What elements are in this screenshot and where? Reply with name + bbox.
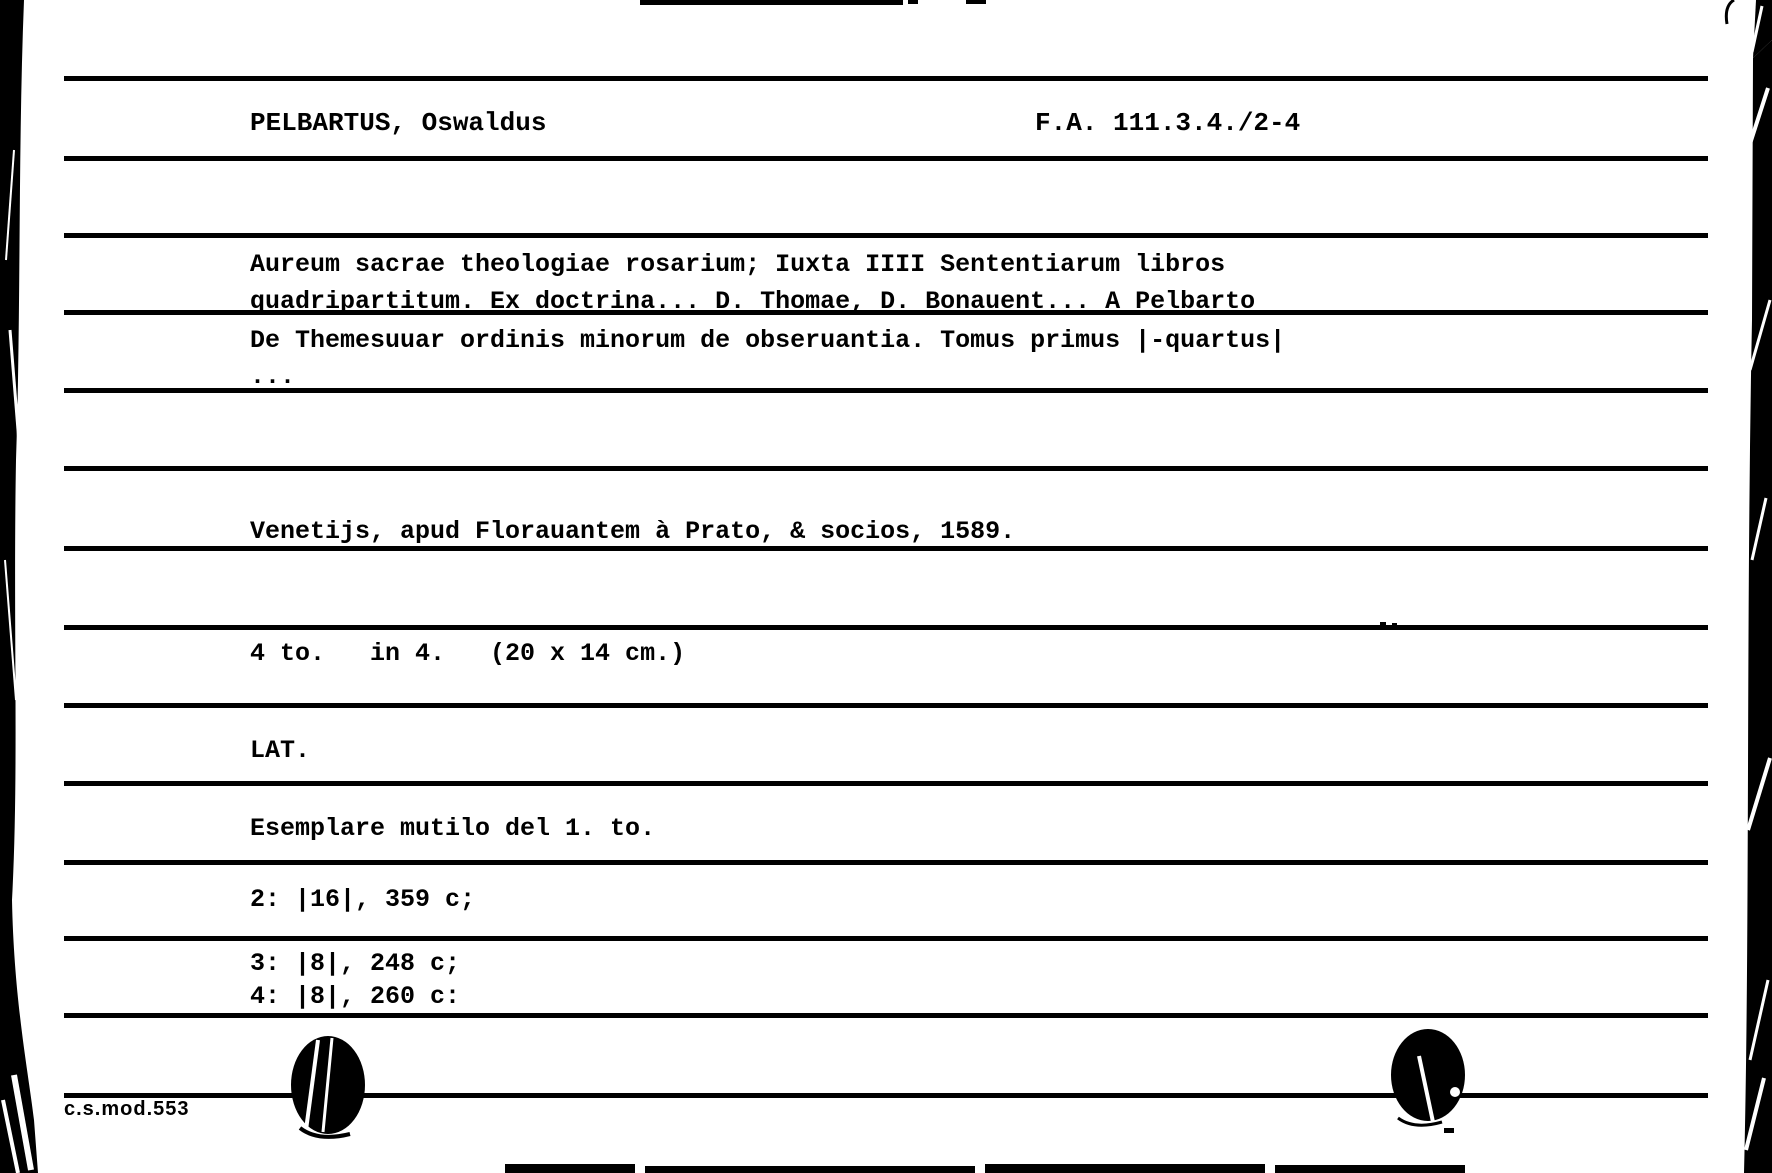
- bottom-scan-strip: [505, 1164, 1465, 1173]
- title-line-1: Aureum sacrae theologiae rosarium; Iuxta IIII Sententiarum libros: [250, 250, 1226, 279]
- ruled-line: [64, 1013, 1708, 1018]
- ruled-line: [64, 388, 1708, 393]
- ruled-line: [64, 466, 1708, 471]
- collation-line: 4 to. in 4. (20 x 14 cm.): [250, 639, 686, 668]
- right-scan-edge: [1744, 0, 1772, 1173]
- ruled-line: [64, 781, 1708, 786]
- ruled-line: [64, 936, 1708, 941]
- title-line-2: quadripartitum. Ex doctrina... D. Thomae, D. Bonauent... A Pelbarto: [250, 287, 1256, 316]
- top-edge-marks: [640, 0, 986, 5]
- punch-hole-right: [1391, 1029, 1465, 1133]
- ruled-line: [64, 860, 1708, 865]
- card-form-number: c.s.mod.553: [64, 1098, 190, 1120]
- ruled-line: [64, 703, 1708, 708]
- ruled-line: [64, 233, 1708, 238]
- ruled-line: [64, 156, 1708, 161]
- left-scan-edge: [0, 0, 38, 1173]
- ruled-line: [64, 625, 1708, 630]
- call-number: F.A. 111.3.4./2-4: [1035, 108, 1301, 138]
- punch-hole-left: [291, 1036, 365, 1137]
- title-line-3: De Themesuuar ordinis minorum de obseruantia. Tomus primus |-quartus|: [250, 326, 1286, 355]
- title-line-4: ...: [250, 362, 296, 391]
- language-line: LAT.: [250, 736, 311, 765]
- page-curl-mark: [1726, 0, 1734, 24]
- holdings-line-3: 4: |8|, 260 c:: [250, 982, 461, 1011]
- ruled-line: [64, 76, 1708, 81]
- imprint-line: Venetijs, apud Florauantem à Prato, & socios, 1589.: [250, 517, 1016, 546]
- ruled-line: [64, 1093, 1708, 1098]
- holdings-line-1: 2: |16|, 359 c;: [250, 885, 476, 914]
- holdings-line-2: 3: |8|, 248 c;: [250, 949, 461, 978]
- note-line: Esemplare mutilo del 1. to.: [250, 814, 656, 843]
- ruled-line: [64, 546, 1708, 551]
- main-entry-heading: PELBARTUS, Oswaldus: [250, 108, 547, 138]
